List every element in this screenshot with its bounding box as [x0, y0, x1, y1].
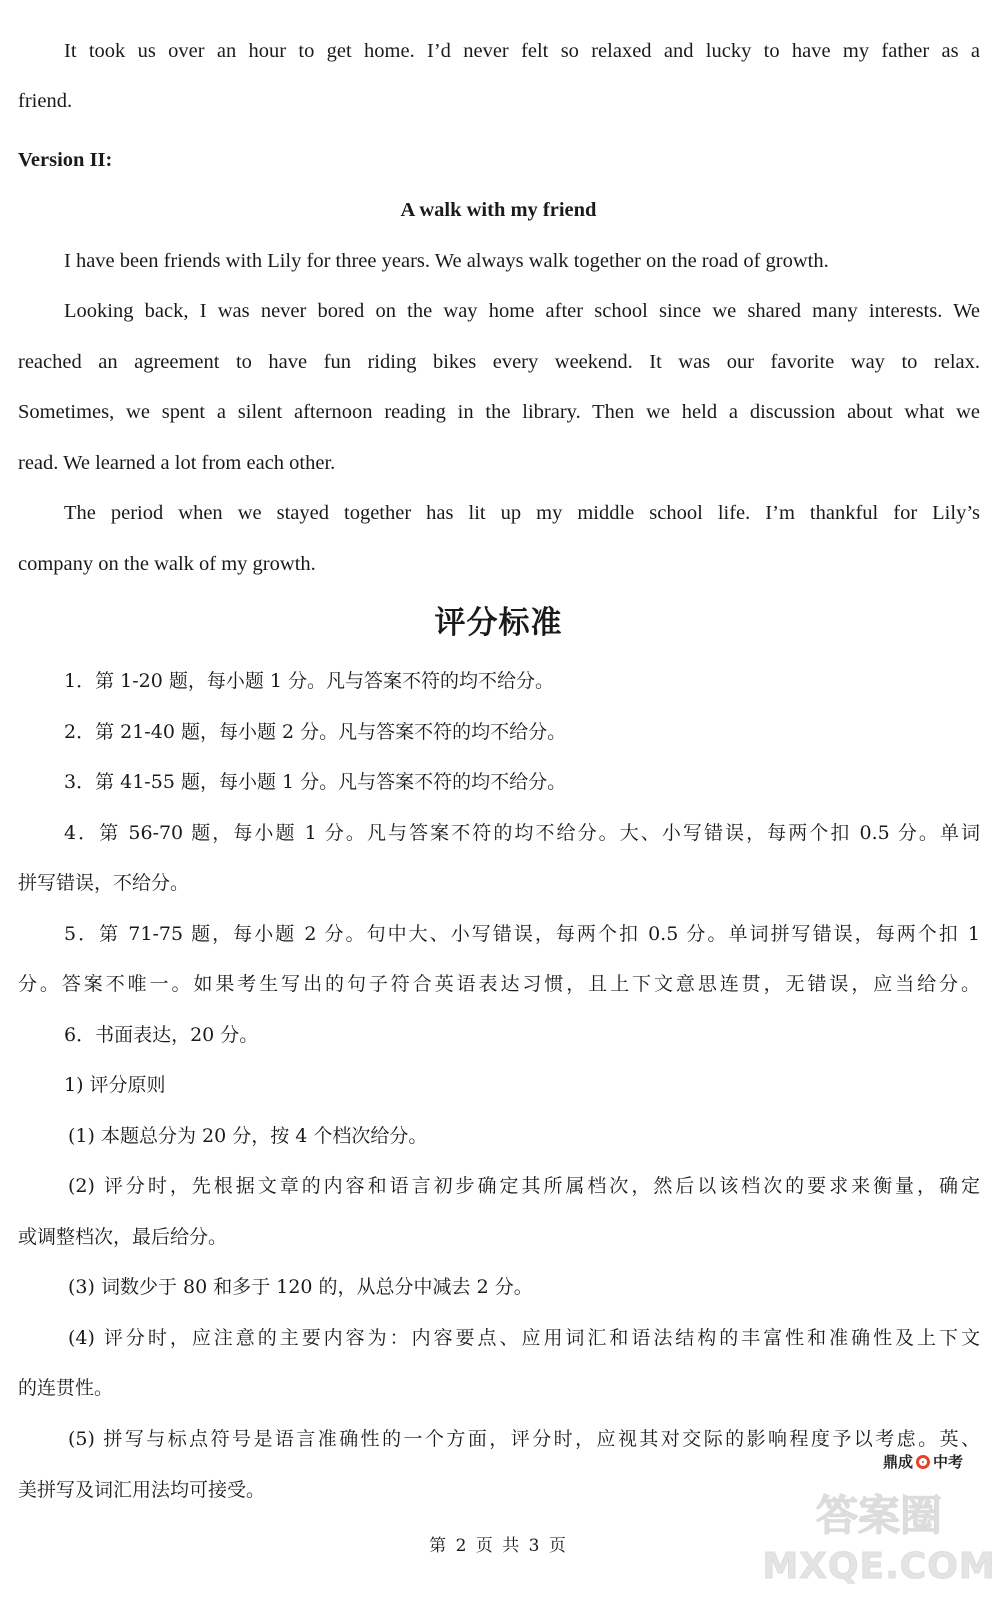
scoring-line: 1) 评分原则	[64, 1074, 166, 1096]
paragraph-line: It took us over an hour to get home. I’d never felt so relaxed and lucky to have my father as a	[64, 40, 980, 62]
watermark-logo	[762, 1480, 996, 1590]
page-number: 第 2 页 共 3 页	[429, 1536, 568, 1556]
scoring-line: (4) 评分时，应注意的主要内容为：内容要点、应用词汇和语法结构的丰富性和准确性及上下文	[68, 1327, 980, 1349]
scoring-line: (3) 词数少于 80 和多于 120 的，从总分中减去 2 分。	[68, 1276, 533, 1298]
essay-title: A walk with my friend	[400, 199, 597, 221]
brand-logo-left: 鼎成	[882, 1453, 913, 1471]
paragraph-line: company on the walk of my growth.	[18, 553, 316, 575]
scoring-line: 1．第 1-20 题，每小题 1 分。凡与答案不符的均不给分。	[64, 670, 555, 692]
paragraph-line: read. We learned a lot from each other.	[18, 452, 336, 474]
scoring-line: 拼写错误，不给分。	[18, 872, 190, 894]
paragraph-line: reached an agreement to have fun riding bikes every weekend. It was our favorite way to relax.	[18, 351, 980, 373]
scoring-line: 的连贯性。	[18, 1377, 114, 1399]
paragraph-line: friend.	[18, 90, 73, 112]
paragraph-line: Looking back, I was never bored on the way home after school since we shared many interests. We	[64, 300, 980, 322]
section-title: 评分标准	[434, 605, 563, 641]
scoring-line: 或调整档次，最后给分。	[18, 1226, 228, 1248]
scoring-line: (2) 评分时，先根据文章的内容和语言初步确定其所属档次，然后以该档次的要求来衡量，确定	[68, 1175, 980, 1197]
scoring-line: (1) 本题总分为 20 分，按 4 个档次给分。	[68, 1125, 428, 1147]
paragraph-line: The period when we stayed together has lit up my middle school life. I’m thankful for Lily’s	[64, 502, 980, 524]
scoring-line: 4．第 56-70 题，每小题 1 分。凡与答案不符的均不给分。大、小写错误，每两个扣 0.5 分。单词	[64, 822, 980, 844]
scoring-line: (5) 拼写与标点符号是语言准确性的一个方面，评分时，应视其对交际的影响程度予以考虑。英、	[68, 1428, 980, 1450]
scoring-line: 3．第 41-55 题，每小题 1 分。凡与答案不符的均不给分。	[64, 771, 567, 793]
scoring-line: 分。答案不唯一。如果考生写出的句子符合英语表达习惯，且上下文意思连贯，无错误，应当给分。	[18, 973, 980, 995]
scoring-line: 美拼写及词汇用法均可接受。	[18, 1479, 266, 1501]
watermark-top: 答案圈	[815, 1491, 943, 1540]
scoring-line: 6．书面表达，20 分。	[64, 1024, 259, 1046]
target-icon	[916, 1455, 930, 1469]
brand-logo-right: 中考	[932, 1453, 963, 1471]
scoring-line: 5．第 71-75 题，每小题 2 分。句中大、小写错误，每两个扣 0.5 分。单词拼写错误，每两个扣 1	[64, 923, 980, 945]
paragraph-line: Sometimes, we spent a silent afternoon reading in the library. Then we held a discussion about what we	[18, 401, 980, 423]
paragraph-line: I have been friends with Lily for three years. We always walk together on the road of growth.	[64, 250, 829, 272]
watermark-bottom: MXQE.COM	[762, 1546, 996, 1587]
version-label: Version II:	[18, 149, 113, 171]
brand-logo	[883, 1452, 963, 1472]
scoring-line: 2．第 21-40 题，每小题 2 分。凡与答案不符的均不给分。	[64, 721, 567, 743]
